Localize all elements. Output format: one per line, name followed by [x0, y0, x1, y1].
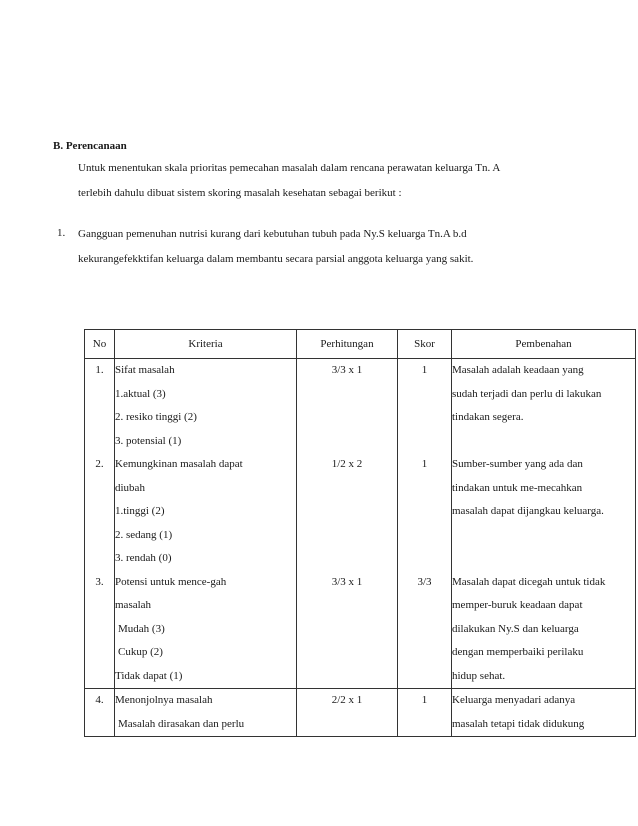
kriteria-cell [115, 571, 297, 689]
pembenahan-cell [452, 571, 636, 689]
section-heading: B. Perencanaan [53, 140, 127, 152]
kriteria-line: Potensi untuk mence-gah [115, 575, 227, 588]
intro-line: terlebih dahulu dibuat sistem skoring masalah kesehatan sebagai berikut : [78, 187, 402, 199]
header-perhitungan: Perhitungan [297, 330, 398, 359]
intro-paragraph [78, 156, 500, 206]
table-row [85, 571, 636, 689]
perhitungan-value: 3/3 x 1 [331, 575, 363, 588]
skor-value: 3/3 [417, 575, 432, 588]
pembenahan-cell [452, 453, 636, 571]
intro-line: Untuk menentukan skala prioritas pemecahan masalah dalam rencana perawatan keluarga Tn. A [78, 162, 501, 174]
row-number: 2. [95, 458, 104, 470]
problem-line: Gangguan pemenuhan nutrisi kurang dari kebutuhan tubuh pada Ny.S keluarga Tn.A b.d [78, 228, 467, 240]
problem-line: kekurangefekktifan keluarga dalam membantu secara parsial anggota keluarga yang sakit. [78, 253, 474, 265]
skor-value: 1 [421, 364, 428, 376]
pembenahan-line: memper-buruk keadaan dapat [452, 599, 583, 611]
kriteria-line: diubah [115, 481, 145, 494]
pembenahan-line: masalah tetapi tidak didukung [452, 717, 585, 730]
pembenahan-line: Masalah adalah keadaan yang [452, 364, 584, 376]
kriteria-line: 2. resiko tinggi (2) [115, 411, 197, 423]
row-number: 4. [95, 694, 104, 706]
pembenahan-line: Keluarga menyadari adanya [452, 694, 576, 706]
kriteria-line: Cukup (2) [118, 646, 163, 658]
kriteria-line: 3. rendah (0) [115, 552, 172, 564]
kriteria-line: Mudah (3) [118, 622, 165, 635]
scoring-table [84, 329, 636, 737]
skor-value: 1 [421, 694, 428, 706]
header-skor: Skor [398, 330, 452, 359]
kriteria-line: 2. sedang (1) [115, 528, 173, 541]
header-no: No [85, 330, 115, 359]
perhitungan-value: 1/2 x 2 [331, 458, 363, 470]
row-number: 3. [95, 575, 104, 588]
pembenahan-line: tindakan untuk me-mecahkan [452, 481, 583, 494]
pembenahan-line: dilakukan Ny.S dan keluarga [452, 622, 579, 635]
skor-value: 1 [421, 458, 428, 470]
kriteria-line: 3. potensial (1) [115, 434, 182, 447]
perhitungan-value: 2/2 x 1 [331, 694, 363, 706]
pembenahan-line: Sumber-sumber yang ada dan [452, 458, 583, 470]
kriteria-line: masalah [115, 599, 152, 611]
pembenahan-line: sudah terjadi dan perlu di lakukan [452, 387, 602, 400]
pembenahan-line: masalah dapat dijangkau keluarga. [452, 505, 604, 517]
problem-paragraph [78, 222, 473, 272]
kriteria-line: Kemungkinan masalah dapat [115, 458, 243, 470]
perhitungan-value: 3/3 x 1 [331, 364, 363, 376]
kriteria-cell [115, 453, 297, 571]
kriteria-line: Masalah dirasakan dan perlu [118, 717, 245, 730]
table-row [85, 453, 636, 571]
pembenahan-cell [452, 359, 636, 454]
header-pembenahan: Pembenahan [452, 330, 636, 359]
kriteria-line: 1.aktual (3) [115, 387, 166, 400]
kriteria-cell [115, 689, 297, 737]
kriteria-line: Tidak dapat (1) [115, 669, 183, 682]
table-row [85, 359, 636, 454]
table-header-row [85, 330, 636, 359]
pembenahan-line: dengan memperbaiki perilaku [452, 646, 584, 658]
pembenahan-line: Masalah dapat dicegah untuk tidak [452, 575, 606, 588]
problem-number: 1. [57, 227, 66, 239]
table-row [85, 689, 636, 737]
row-number: 1. [95, 364, 104, 376]
pembenahan-cell [452, 689, 636, 737]
kriteria-line: 1.tinggi (2) [115, 505, 165, 517]
pembenahan-line: hidup sehat. [452, 669, 506, 682]
pembenahan-line: tindakan segera. [452, 411, 524, 423]
kriteria-line: Sifat masalah [115, 364, 175, 376]
kriteria-line: Menonjolnya masalah [115, 694, 213, 706]
kriteria-cell [115, 359, 297, 454]
header-kriteria: Kriteria [115, 330, 297, 359]
